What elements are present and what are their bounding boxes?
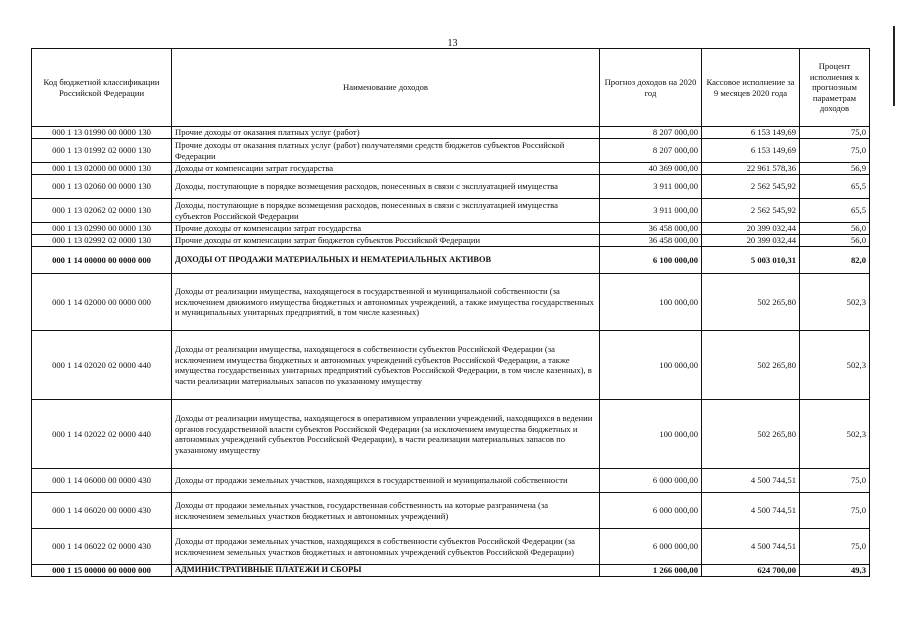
cell-cash: 2 562 545,92 bbox=[702, 175, 800, 199]
cell-percent: 65,5 bbox=[800, 175, 870, 199]
cell-name: Доходы от реализации имущества, находящегося в оперативном управлении учреждений, находящихся в ведении органов государственной власти субъектов Российской Федерации (за исключением имущества бюджетных и автономных учреждений субъектов Российской Федерации), в части реализации материальных запасов по указанному имуществу bbox=[172, 400, 600, 469]
cell-name: АДМИНИСТРАТИВНЫЕ ПЛАТЕЖИ И СБОРЫ bbox=[172, 565, 600, 577]
cell-cash: 4 500 744,51 bbox=[702, 529, 800, 565]
table-row bbox=[32, 469, 870, 493]
income-table bbox=[31, 48, 870, 577]
cell-code: 000 1 14 06020 00 0000 430 bbox=[32, 493, 172, 529]
cell-code: 000 1 14 00000 00 0000 000 bbox=[32, 247, 172, 274]
cell-percent: 56,0 bbox=[800, 223, 870, 235]
cell-name: Прочие доходы от компенсации затрат бюджетов субъектов Российской Федерации bbox=[172, 235, 600, 247]
cell-name: Доходы от продажи земельных участков, находящихся в собственности субъектов Российской Федерации (за исключением земельных участков бюджетных и автономных учреждений субъектов Российской Федерации) bbox=[172, 529, 600, 565]
cell-name: Доходы от реализации имущества, находящегося в государственной и муниципальной собственности (за исключением движимого имущества бюджетных и автономных учреждений, а также имущества государственных и муниципальных унитарных предприятий, в том числе казенных) bbox=[172, 274, 600, 331]
cell-forecast: 100 000,00 bbox=[600, 400, 702, 469]
cell-forecast: 1 266 000,00 bbox=[600, 565, 702, 577]
cell-name: ДОХОДЫ ОТ ПРОДАЖИ МАТЕРИАЛЬНЫХ И НЕМАТЕРИАЛЬНЫХ АКТИВОВ bbox=[172, 247, 600, 274]
cell-code: 000 1 14 06000 00 0000 430 bbox=[32, 469, 172, 493]
header-percent: Процент исполнения к прогнозным параметрам доходов bbox=[800, 49, 870, 127]
table-row bbox=[32, 235, 870, 247]
cell-name: Доходы от продажи земельных участков, государственная собственность на которые разграничена (за исключением земельных участков бюджетных и автономных учреждений) bbox=[172, 493, 600, 529]
cell-name: Доходы, поступающие в порядке возмещения расходов, понесенных в связи с эксплуатацией имущества субъектов Российской Федерации bbox=[172, 199, 600, 223]
cell-percent: 82,0 bbox=[800, 247, 870, 274]
table-row bbox=[32, 331, 870, 400]
cell-cash: 502 265,80 bbox=[702, 274, 800, 331]
table-row bbox=[32, 529, 870, 565]
cell-name: Доходы от продажи земельных участков, находящихся в государственной и муниципальной собственности bbox=[172, 469, 600, 493]
cell-percent: 75,0 bbox=[800, 127, 870, 139]
cell-code: 000 1 14 06022 02 0000 430 bbox=[32, 529, 172, 565]
cell-forecast: 36 458 000,00 bbox=[600, 223, 702, 235]
cell-forecast: 100 000,00 bbox=[600, 331, 702, 400]
table-row bbox=[32, 400, 870, 469]
table-row bbox=[32, 163, 870, 175]
cell-cash: 5 003 010,31 bbox=[702, 247, 800, 274]
cell-code: 000 1 15 00000 00 0000 000 bbox=[32, 565, 172, 577]
cell-forecast: 8 207 000,00 bbox=[600, 139, 702, 163]
cell-percent: 502,3 bbox=[800, 274, 870, 331]
table-row bbox=[32, 565, 870, 577]
cell-forecast: 40 369 000,00 bbox=[600, 163, 702, 175]
cell-forecast: 6 000 000,00 bbox=[600, 469, 702, 493]
cell-cash: 6 153 149,69 bbox=[702, 139, 800, 163]
cell-cash: 22 961 578,36 bbox=[702, 163, 800, 175]
margin-mark bbox=[893, 26, 895, 106]
table-row bbox=[32, 223, 870, 235]
cell-code: 000 1 13 02992 02 0000 130 bbox=[32, 235, 172, 247]
cell-name: Прочие доходы от оказания платных услуг (работ) bbox=[172, 127, 600, 139]
cell-percent: 502,3 bbox=[800, 400, 870, 469]
cell-percent: 56,9 bbox=[800, 163, 870, 175]
cell-name: Доходы, поступающие в порядке возмещения расходов, понесенных в связи с эксплуатацией имущества bbox=[172, 175, 600, 199]
cell-forecast: 3 911 000,00 bbox=[600, 175, 702, 199]
cell-name: Доходы от реализации имущества, находящегося в собственности субъектов Российской Федерации (за исключением имущества бюджетных и автономных учреждений субъектов Российской Федерации, а также имущества государственных унитарных предприятий субъектов Российской Федерации, в том числе казенных), в части реализации материальных запасов по указанному имуществу bbox=[172, 331, 600, 400]
cell-name: Прочие доходы от компенсации затрат государства bbox=[172, 223, 600, 235]
cell-cash: 502 265,80 bbox=[702, 331, 800, 400]
cell-cash: 2 562 545,92 bbox=[702, 199, 800, 223]
cell-code: 000 1 13 02062 02 0000 130 bbox=[32, 199, 172, 223]
table-row bbox=[32, 493, 870, 529]
cell-cash: 20 399 032,44 bbox=[702, 223, 800, 235]
header-cash: Кассовое исполнение за 9 месяцев 2020 года bbox=[702, 49, 800, 127]
cell-percent: 502,3 bbox=[800, 331, 870, 400]
cell-percent: 75,0 bbox=[800, 529, 870, 565]
cell-code: 000 1 14 02020 02 0000 440 bbox=[32, 331, 172, 400]
cell-cash: 502 265,80 bbox=[702, 400, 800, 469]
cell-percent: 75,0 bbox=[800, 139, 870, 163]
cell-cash: 4 500 744,51 bbox=[702, 469, 800, 493]
cell-forecast: 6 100 000,00 bbox=[600, 247, 702, 274]
cell-cash: 20 399 032,44 bbox=[702, 235, 800, 247]
cell-forecast: 3 911 000,00 bbox=[600, 199, 702, 223]
page-number: 13 bbox=[447, 38, 458, 49]
table-row bbox=[32, 127, 870, 139]
cell-percent: 65,5 bbox=[800, 199, 870, 223]
cell-code: 000 1 14 02022 02 0000 440 bbox=[32, 400, 172, 469]
cell-cash: 624 700,00 bbox=[702, 565, 800, 577]
cell-percent: 75,0 bbox=[800, 493, 870, 529]
table-row bbox=[32, 274, 870, 331]
cell-percent: 49,3 bbox=[800, 565, 870, 577]
cell-code: 000 1 13 01990 00 0000 130 bbox=[32, 127, 172, 139]
cell-code: 000 1 13 02060 00 0000 130 bbox=[32, 175, 172, 199]
cell-forecast: 6 000 000,00 bbox=[600, 529, 702, 565]
table-row bbox=[32, 139, 870, 163]
cell-code: 000 1 13 02000 00 0000 130 bbox=[32, 163, 172, 175]
cell-forecast: 100 000,00 bbox=[600, 274, 702, 331]
cell-cash: 4 500 744,51 bbox=[702, 493, 800, 529]
table-row bbox=[32, 247, 870, 274]
table-row bbox=[32, 175, 870, 199]
cell-code: 000 1 13 01992 02 0000 130 bbox=[32, 139, 172, 163]
cell-code: 000 1 14 02000 00 0000 000 bbox=[32, 274, 172, 331]
cell-percent: 75,0 bbox=[800, 469, 870, 493]
cell-percent: 56,0 bbox=[800, 235, 870, 247]
cell-name: Доходы от компенсации затрат государства bbox=[172, 163, 600, 175]
cell-forecast: 36 458 000,00 bbox=[600, 235, 702, 247]
cell-code: 000 1 13 02990 00 0000 130 bbox=[32, 223, 172, 235]
cell-forecast: 6 000 000,00 bbox=[600, 493, 702, 529]
table-row bbox=[32, 199, 870, 223]
cell-cash: 6 153 149,69 bbox=[702, 127, 800, 139]
table-header-row bbox=[32, 49, 870, 127]
cell-forecast: 8 207 000,00 bbox=[600, 127, 702, 139]
header-name: Наименование доходов bbox=[172, 49, 600, 127]
header-forecast: Прогноз доходов на 2020 год bbox=[600, 49, 702, 127]
header-code: Код бюджетной классификации Российской Федерации bbox=[32, 49, 172, 127]
cell-name: Прочие доходы от оказания платных услуг (работ) получателями средств бюджетов субъектов Российской Федерации bbox=[172, 139, 600, 163]
